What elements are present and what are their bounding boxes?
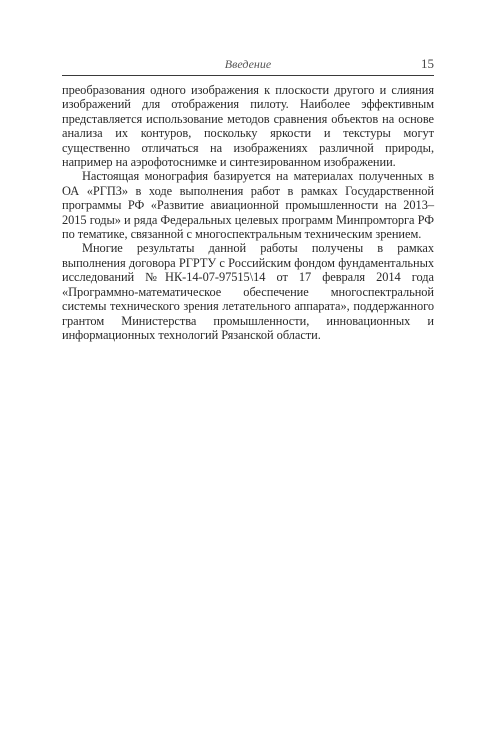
paragraph-funding: Многие результаты данной работы получены в рамках выполнения договора РГРТУ с Российским фондом фундаментальных исследований №НК-14-07-97515\14 от 17 февраля 2014 года «Программно-математическое обеспечение многоспектральной системы технического зрения летательного аппарата», поддержанного грантом Министерства промышленности, инновационных и информационных технологий Рязанской области.: [62, 241, 434, 342]
paragraph-monograph-basis: Настоящая монография базируется на материалах полученных в ОА «РГПЗ» в ходе выполнения работ в рамках Государственной программы РФ «Развитие авиационной промышленности на 2013–2015 годы» и ряда Федеральных целевых программ Минпромторга РФ по тематике, связанной с многоспектральным техническим зрением.: [62, 169, 434, 242]
running-header: [62, 57, 434, 76]
page-body: [62, 83, 434, 342]
running-title: Введение: [224, 57, 272, 71]
paragraph-continuation: преобразования одного изображения к плоскости другого и слияния изображений для отображения пилоту. Наиболее эффективным представляется использование методов сравнения объектов на основе анализа их контуров, поскольку яркости и текстуры могут существенно отличаться на изображениях различной природы, например на аэрофотоснимке и синтезированном изображении.: [62, 83, 434, 170]
page-number: 15: [421, 56, 434, 71]
